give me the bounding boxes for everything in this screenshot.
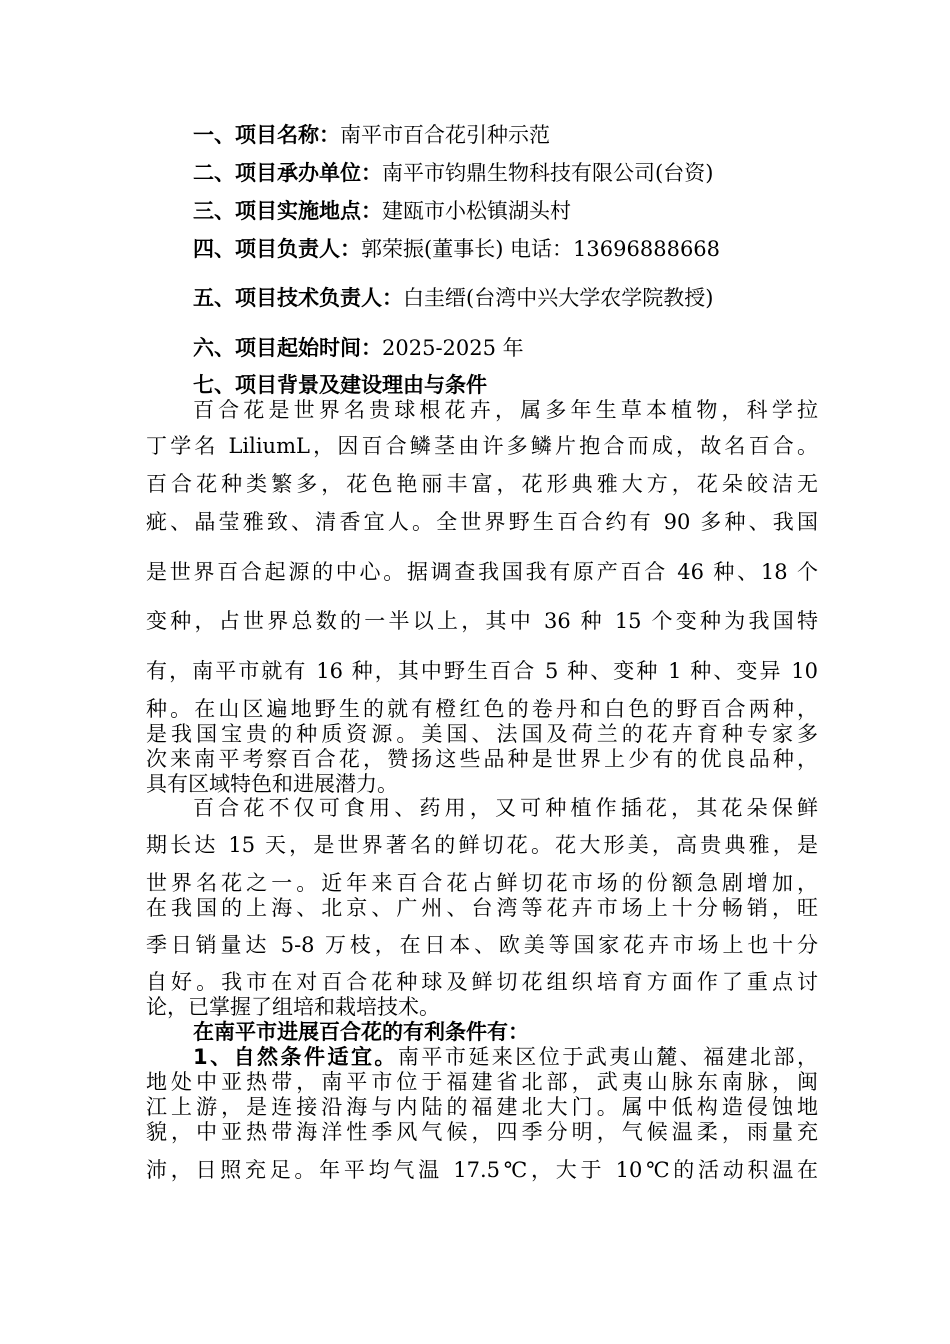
info-label: 一、项目名称： xyxy=(193,123,340,147)
paragraph-line: 季日销量达 5-8 万枝，在日本、欧美等国家花卉市场上也十分 xyxy=(146,933,818,957)
paragraph-line: 有，南平市就有 16 种，其中野生百合 5 种、变种 1 种、变异 10 xyxy=(146,659,818,683)
paragraph-line: 变种，占世界总数的一半以上，其中 36 种 15 个变种为我国特 xyxy=(146,609,818,633)
info-value: 建瓯市小松镇湖头村 xyxy=(382,199,571,223)
condition-text: 南平市延来区位于武夷山麓、福建北部， xyxy=(397,1045,818,1069)
paragraph-line: 江上游，是连接沿海与内陆的福建北大门。属中低构造侵蚀地 xyxy=(146,1095,818,1119)
info-line-period xyxy=(193,336,818,360)
info-value: 白圭缙(台湾中兴大学农学院教授) xyxy=(403,286,714,310)
paragraph-line: 丁学名 LiliumL，因百合鳞茎由许多鳞片抱合而成，故名百合。 xyxy=(146,434,818,458)
info-line-location xyxy=(193,199,818,223)
info-label: 四、项目负责人： xyxy=(193,237,361,261)
paragraph-line: 百合花种类繁多，花色艳丽丰富，花形典雅大方，花朵皎洁无 xyxy=(146,472,818,496)
info-label: 五、项目技术负责人： xyxy=(193,286,403,310)
paragraph-line: 具有区域特色和进展潜力。 xyxy=(146,772,398,796)
condition-label: 1、自然条件适宜。 xyxy=(193,1045,398,1069)
info-value: 南平市百合花引种示范 xyxy=(340,123,550,147)
paragraph-line: 貌，中亚热带海洋性季风气候，四季分明，气候温柔，雨量充 xyxy=(146,1120,818,1144)
paragraph-line: 世界名花之一。近年来百合花占鲜切花市场的份额急剧增加， xyxy=(146,871,818,895)
paragraph-line: 论，已掌握了组培和栽培技术。 xyxy=(146,995,440,1019)
paragraph-line: 种。在山区遍地野生的就有橙红色的卷丹和白色的野百合两种， xyxy=(146,697,818,721)
paragraph-line: 是我国宝贵的种质资源。美国、法国及荷兰的花卉育种专家多 xyxy=(146,722,818,746)
info-label: 二、项目承办单位： xyxy=(193,161,382,185)
info-line-manager xyxy=(193,237,818,261)
paragraph-line: 次来南平考察百合花，赞扬这些品种是世界上少有的优良品种， xyxy=(146,747,818,771)
info-line-organizer xyxy=(193,161,818,185)
info-label: 三、项目实施地点： xyxy=(193,199,382,223)
paragraph-line: 是世界百合起源的中心。据调查我国我有原产百合 46 种、18 个 xyxy=(146,560,818,584)
paragraph-line: 地处中亚热带，南平市位于福建省北部，武夷山脉东南脉，闽 xyxy=(146,1070,818,1094)
info-line-name xyxy=(193,123,818,147)
paragraph-line: 在我国的上海、北京、广州、台湾等花卉市场上十分畅销，旺 xyxy=(146,896,818,920)
info-value: 南平市钧鼎生物科技有限公司(台资) xyxy=(382,161,714,185)
info-line-tech-lead xyxy=(193,286,818,310)
paragraph-line: 百合花是世界名贵球根花卉，属多年生草本植物，科学拉 xyxy=(193,398,818,422)
subsection-heading: 在南平市进展百合花的有利条件有： xyxy=(193,1020,529,1044)
info-value: 2025-2025 年 xyxy=(382,336,524,360)
paragraph-line: 期长达 15 天，是世界著名的鲜切花。花大形美，高贵典雅，是 xyxy=(146,833,818,857)
info-label: 六、项目起始时间： xyxy=(193,336,382,360)
paragraph-line: 自好。我市在对百合花种球及鲜切花组织培育方面作了重点讨 xyxy=(146,970,818,994)
condition-line xyxy=(193,1045,818,1069)
section-heading: 七、项目背景及建设理由与条件 xyxy=(193,373,487,397)
paragraph-line: 疵、晶莹雅致、清香宜人。全世界野生百合约有 90 多种、我国 xyxy=(146,510,818,534)
info-value: 郭荣振(董事长) 电话：13696888668 xyxy=(361,237,721,261)
paragraph-line: 百合花不仅可食用、药用，又可种植作插花，其花朵保鲜 xyxy=(193,796,818,820)
paragraph-line: 沛，日照充足。年平均气温 17.5℃，大于 10℃的活动积温在 xyxy=(146,1158,818,1182)
